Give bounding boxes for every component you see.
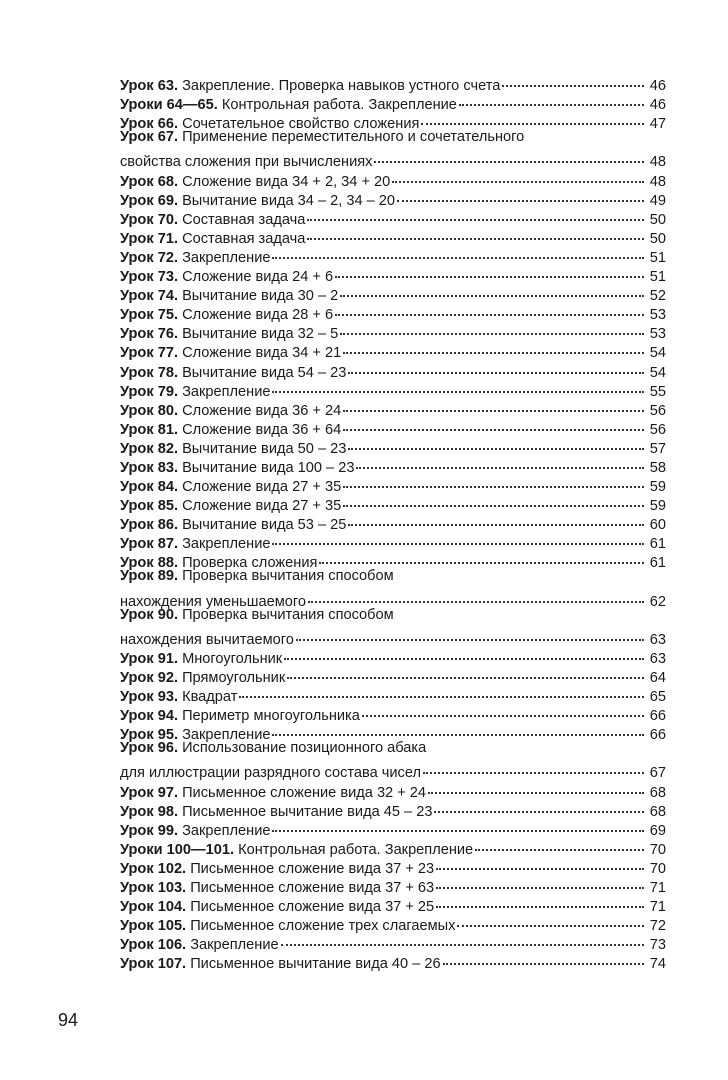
dot-leader bbox=[423, 758, 644, 777]
page-ref: 68 bbox=[649, 803, 666, 820]
dot-leader bbox=[287, 663, 644, 682]
dot-leader bbox=[343, 396, 644, 415]
lesson-title: Прямоугольник bbox=[182, 670, 286, 686]
lesson-number: Урок 99. bbox=[120, 822, 178, 839]
page-ref: 62 bbox=[649, 593, 666, 610]
page-ref: 64 bbox=[649, 670, 666, 686]
page-ref: 57 bbox=[649, 440, 666, 457]
lesson-number: Урок 107. bbox=[120, 956, 187, 973]
dot-leader bbox=[475, 835, 644, 854]
dot-leader bbox=[459, 90, 644, 109]
toc-entry-line bbox=[120, 587, 666, 610]
lesson-number: Урок 71. bbox=[120, 230, 178, 247]
lesson-title: Закрепление bbox=[182, 822, 271, 839]
lesson-number: Урок 91. bbox=[120, 650, 178, 667]
page-ref: 47 bbox=[649, 116, 666, 133]
page-ref: 70 bbox=[649, 841, 666, 858]
page-ref: 71 bbox=[649, 899, 666, 916]
lesson-number: Урок 72. bbox=[120, 249, 178, 266]
lesson-number: Урок 86. bbox=[120, 517, 178, 534]
lesson-title: Составная задача bbox=[182, 230, 306, 247]
page-ref: 52 bbox=[649, 288, 666, 305]
page-ref: 59 bbox=[649, 479, 666, 496]
page-ref: 48 bbox=[649, 173, 666, 190]
page-ref: 66 bbox=[649, 708, 666, 725]
lesson-number: Урок 76. bbox=[120, 326, 178, 343]
dot-leader bbox=[392, 166, 644, 185]
lesson-title: Письменное сложение вида 37 + 23 bbox=[190, 860, 435, 877]
page-ref: 66 bbox=[649, 727, 666, 744]
lesson-title: Проверка сложения bbox=[182, 555, 318, 572]
page-ref: 49 bbox=[649, 192, 666, 209]
lesson-number: Урок 63. bbox=[120, 78, 178, 95]
lesson-number: Урок 89. bbox=[120, 568, 178, 585]
dot-leader bbox=[308, 587, 644, 606]
lesson-title-continued: нахождения уменьшаемого bbox=[120, 593, 306, 610]
page-ref: 51 bbox=[649, 269, 666, 286]
lesson-number: Урок 104. bbox=[120, 899, 187, 916]
lesson-number: Урок 77. bbox=[120, 345, 178, 362]
lesson-title: Письменное сложение вида 37 + 25 bbox=[190, 899, 435, 916]
dot-leader bbox=[343, 415, 644, 434]
page-ref: 55 bbox=[649, 383, 666, 400]
lesson-title: Сочетательное свойство сложения bbox=[182, 116, 420, 133]
lesson-title: Закрепление bbox=[182, 536, 271, 553]
dot-leader bbox=[348, 510, 644, 529]
lesson-number: Урок 81. bbox=[120, 421, 178, 438]
toc-entry bbox=[120, 567, 666, 610]
lesson-number: Урок 88. bbox=[120, 555, 178, 572]
dot-leader bbox=[296, 625, 644, 644]
lesson-number: Урок 98. bbox=[120, 803, 178, 820]
page-ref: 56 bbox=[649, 402, 666, 419]
toc-entry bbox=[120, 739, 666, 782]
lesson-number: Уроки 100—101. bbox=[120, 841, 235, 858]
page-ref: 70 bbox=[649, 860, 666, 877]
dot-leader bbox=[272, 243, 644, 262]
dot-leader bbox=[421, 109, 644, 128]
lesson-title: Сложение вида 34 + 2, 34 + 20 bbox=[182, 173, 391, 190]
dot-leader bbox=[397, 186, 644, 205]
lesson-title: Вычитание вида 53 – 25 bbox=[182, 517, 347, 534]
dot-leader bbox=[281, 930, 644, 949]
lesson-number: Урок 103. bbox=[120, 880, 187, 897]
dot-leader bbox=[335, 262, 644, 281]
page-ref: 46 bbox=[649, 97, 666, 114]
lesson-title: Контрольная работа. Закрепление bbox=[238, 841, 474, 858]
lesson-number: Урок 84. bbox=[120, 479, 178, 496]
lesson-title: Сложение вида 27 + 35 bbox=[182, 498, 342, 515]
lesson-title: Письменное сложение вида 32 + 24 bbox=[182, 784, 427, 801]
lesson-title: Применение переместительного и сочетательного bbox=[182, 129, 525, 146]
toc-entry-first-line bbox=[120, 739, 666, 758]
lesson-number: Урок 74. bbox=[120, 288, 178, 305]
lesson-title: Закрепление. Проверка навыков устного счета bbox=[182, 78, 501, 95]
dot-leader bbox=[272, 720, 644, 739]
page-number: 94 bbox=[58, 1010, 79, 1030]
lesson-title: Составная задача bbox=[182, 211, 306, 228]
dot-leader bbox=[319, 548, 644, 567]
page-ref: 60 bbox=[649, 517, 666, 534]
lesson-title-continued: для иллюстрации разрядного состава чисел bbox=[120, 765, 421, 782]
lesson-title: Вычитание вида 100 – 23 bbox=[182, 459, 355, 476]
page-ref: 63 bbox=[649, 650, 666, 667]
lesson-number: Урок 70. bbox=[120, 211, 178, 228]
dot-leader bbox=[340, 319, 644, 338]
toc-entry-first-line bbox=[120, 567, 666, 586]
dot-leader bbox=[374, 147, 644, 166]
lesson-number: Урок 92. bbox=[120, 670, 178, 686]
page-ref: 67 bbox=[649, 765, 666, 782]
lesson-number: Урок 94. bbox=[120, 708, 178, 725]
dot-leader bbox=[348, 434, 644, 453]
page-ref: 74 bbox=[649, 956, 666, 973]
dot-leader bbox=[335, 300, 644, 319]
page-ref: 72 bbox=[649, 918, 666, 935]
toc-entry bbox=[120, 606, 666, 648]
dot-leader bbox=[343, 491, 644, 510]
lesson-number: Урок 67. bbox=[120, 129, 178, 146]
page-ref: 56 bbox=[649, 421, 666, 438]
page-ref: 58 bbox=[649, 459, 666, 476]
page-ref: 50 bbox=[649, 211, 666, 228]
lesson-number: Урок 79. bbox=[120, 383, 178, 400]
dot-leader bbox=[272, 377, 644, 396]
dot-leader bbox=[307, 224, 644, 243]
page-ref: 54 bbox=[649, 345, 666, 362]
lesson-title: Вычитание вида 30 – 2 bbox=[182, 288, 339, 305]
lesson-number: Урок 97. bbox=[120, 784, 178, 801]
lesson-number: Урок 83. bbox=[120, 459, 178, 476]
lesson-number: Урок 105. bbox=[120, 918, 187, 935]
lesson-title: Закрепление bbox=[182, 727, 271, 744]
lesson-title-continued: свойства сложения при вычислениях bbox=[120, 154, 373, 171]
dot-leader bbox=[343, 472, 644, 491]
lesson-title: Сложение вида 24 + 6 bbox=[182, 269, 334, 286]
page-ref: 61 bbox=[649, 555, 666, 572]
lesson-number: Урок 68. bbox=[120, 173, 178, 190]
lesson-number: Урок 75. bbox=[120, 307, 178, 324]
lesson-number: Урок 95. bbox=[120, 727, 178, 744]
lesson-title: Использование позиционного абака bbox=[182, 740, 427, 757]
lesson-title: Закрепление bbox=[182, 383, 271, 400]
toc-entry-line bbox=[120, 758, 666, 782]
lesson-title: Сложение вида 36 + 64 bbox=[182, 421, 342, 438]
toc-entry-line bbox=[120, 147, 666, 171]
lesson-number: Урок 87. bbox=[120, 536, 178, 553]
lesson-title: Вычитание вида 34 – 2, 34 – 20 bbox=[182, 192, 396, 209]
page-ref: 61 bbox=[649, 536, 666, 553]
dot-leader bbox=[356, 453, 644, 472]
lesson-number: Урок 73. bbox=[120, 269, 178, 286]
page-ref: 68 bbox=[649, 784, 666, 801]
dot-leader bbox=[436, 873, 644, 892]
page-ref: 65 bbox=[649, 689, 666, 706]
lesson-title: Периметр многоугольника bbox=[182, 708, 360, 725]
lesson-number: Урок 102. bbox=[120, 860, 187, 877]
lesson-title: Письменное сложение вида 37 + 63 bbox=[190, 880, 435, 897]
dot-leader bbox=[428, 777, 644, 796]
page-ref: 73 bbox=[649, 937, 666, 954]
dot-leader bbox=[457, 911, 644, 930]
lesson-title: Письменное вычитание вида 45 – 23 bbox=[182, 803, 433, 820]
lesson-title: Многоугольник bbox=[182, 650, 283, 667]
lesson-title: Вычитание вида 32 – 5 bbox=[182, 326, 339, 343]
page-ref: 50 bbox=[649, 230, 666, 247]
dot-leader bbox=[434, 797, 644, 816]
toc-entry-line bbox=[120, 71, 666, 95]
lesson-title: Квадрат bbox=[182, 689, 238, 706]
toc-entry-first-line bbox=[120, 606, 666, 625]
lesson-title: Проверка вычитания способом bbox=[182, 606, 394, 623]
lesson-title: Закрепление bbox=[182, 249, 271, 266]
dot-leader bbox=[307, 205, 644, 224]
lesson-title: Вычитание вида 50 – 23 bbox=[182, 440, 347, 457]
lesson-number: Урок 82. bbox=[120, 440, 178, 457]
lesson-number: Урок 96. bbox=[120, 740, 178, 757]
lesson-title: Сложение вида 28 + 6 bbox=[182, 307, 334, 324]
lesson-title: Письменное сложение трех слагаемых bbox=[190, 918, 456, 935]
lesson-title: Письменное вычитание вида 40 – 26 bbox=[190, 956, 441, 973]
dot-leader bbox=[343, 338, 644, 357]
lesson-title: Контрольная работа. Закрепление bbox=[221, 97, 457, 114]
page-ref: 53 bbox=[649, 307, 666, 324]
lesson-number: Урок 69. bbox=[120, 192, 178, 209]
lesson-title: Проверка вычитания способом bbox=[182, 568, 394, 585]
lesson-number: Уроки 64—65. bbox=[120, 97, 218, 114]
lesson-number: Урок 66. bbox=[120, 116, 178, 133]
lesson-number: Урок 78. bbox=[120, 364, 178, 381]
page-ref: 51 bbox=[649, 249, 666, 266]
lesson-number: Урок 106. bbox=[120, 937, 187, 954]
lesson-title: Сложение вида 27 + 35 bbox=[182, 479, 342, 496]
lesson-number: Урок 93. bbox=[120, 689, 178, 706]
lesson-title: Вычитание вида 54 – 23 bbox=[182, 364, 347, 381]
lesson-number: Урок 90. bbox=[120, 606, 178, 623]
lesson-title: Закрепление bbox=[190, 937, 279, 954]
table-of-contents bbox=[120, 71, 666, 973]
dot-leader bbox=[436, 892, 644, 911]
lesson-number: Урок 85. bbox=[120, 498, 178, 515]
page-ref: 54 bbox=[649, 364, 666, 381]
dot-leader bbox=[348, 357, 644, 376]
page-ref: 48 bbox=[649, 154, 666, 171]
dot-leader bbox=[272, 816, 644, 835]
dot-leader bbox=[239, 682, 644, 701]
lesson-number: Урок 80. bbox=[120, 402, 178, 419]
page-ref: 46 bbox=[649, 78, 666, 95]
page-ref: 63 bbox=[649, 631, 666, 648]
dot-leader bbox=[443, 949, 644, 968]
lesson-title: Сложение вида 36 + 24 bbox=[182, 402, 342, 419]
page-ref: 69 bbox=[649, 822, 666, 839]
lesson-title: Сложение вида 34 + 21 bbox=[182, 345, 342, 362]
dot-leader bbox=[284, 644, 644, 663]
lesson-title-continued: нахождения вычитаемого bbox=[120, 631, 294, 648]
dot-leader bbox=[272, 529, 644, 548]
toc-entry bbox=[120, 128, 666, 171]
toc-entry-first-line bbox=[120, 128, 666, 147]
dot-leader bbox=[502, 71, 644, 90]
dot-leader bbox=[340, 281, 644, 300]
dot-leader bbox=[362, 701, 644, 720]
toc-entry bbox=[120, 71, 666, 95]
page-ref: 71 bbox=[649, 880, 666, 897]
page-ref: 59 bbox=[649, 498, 666, 515]
toc-entry-line bbox=[120, 625, 666, 648]
dot-leader bbox=[436, 854, 644, 873]
page-ref: 53 bbox=[649, 326, 666, 343]
